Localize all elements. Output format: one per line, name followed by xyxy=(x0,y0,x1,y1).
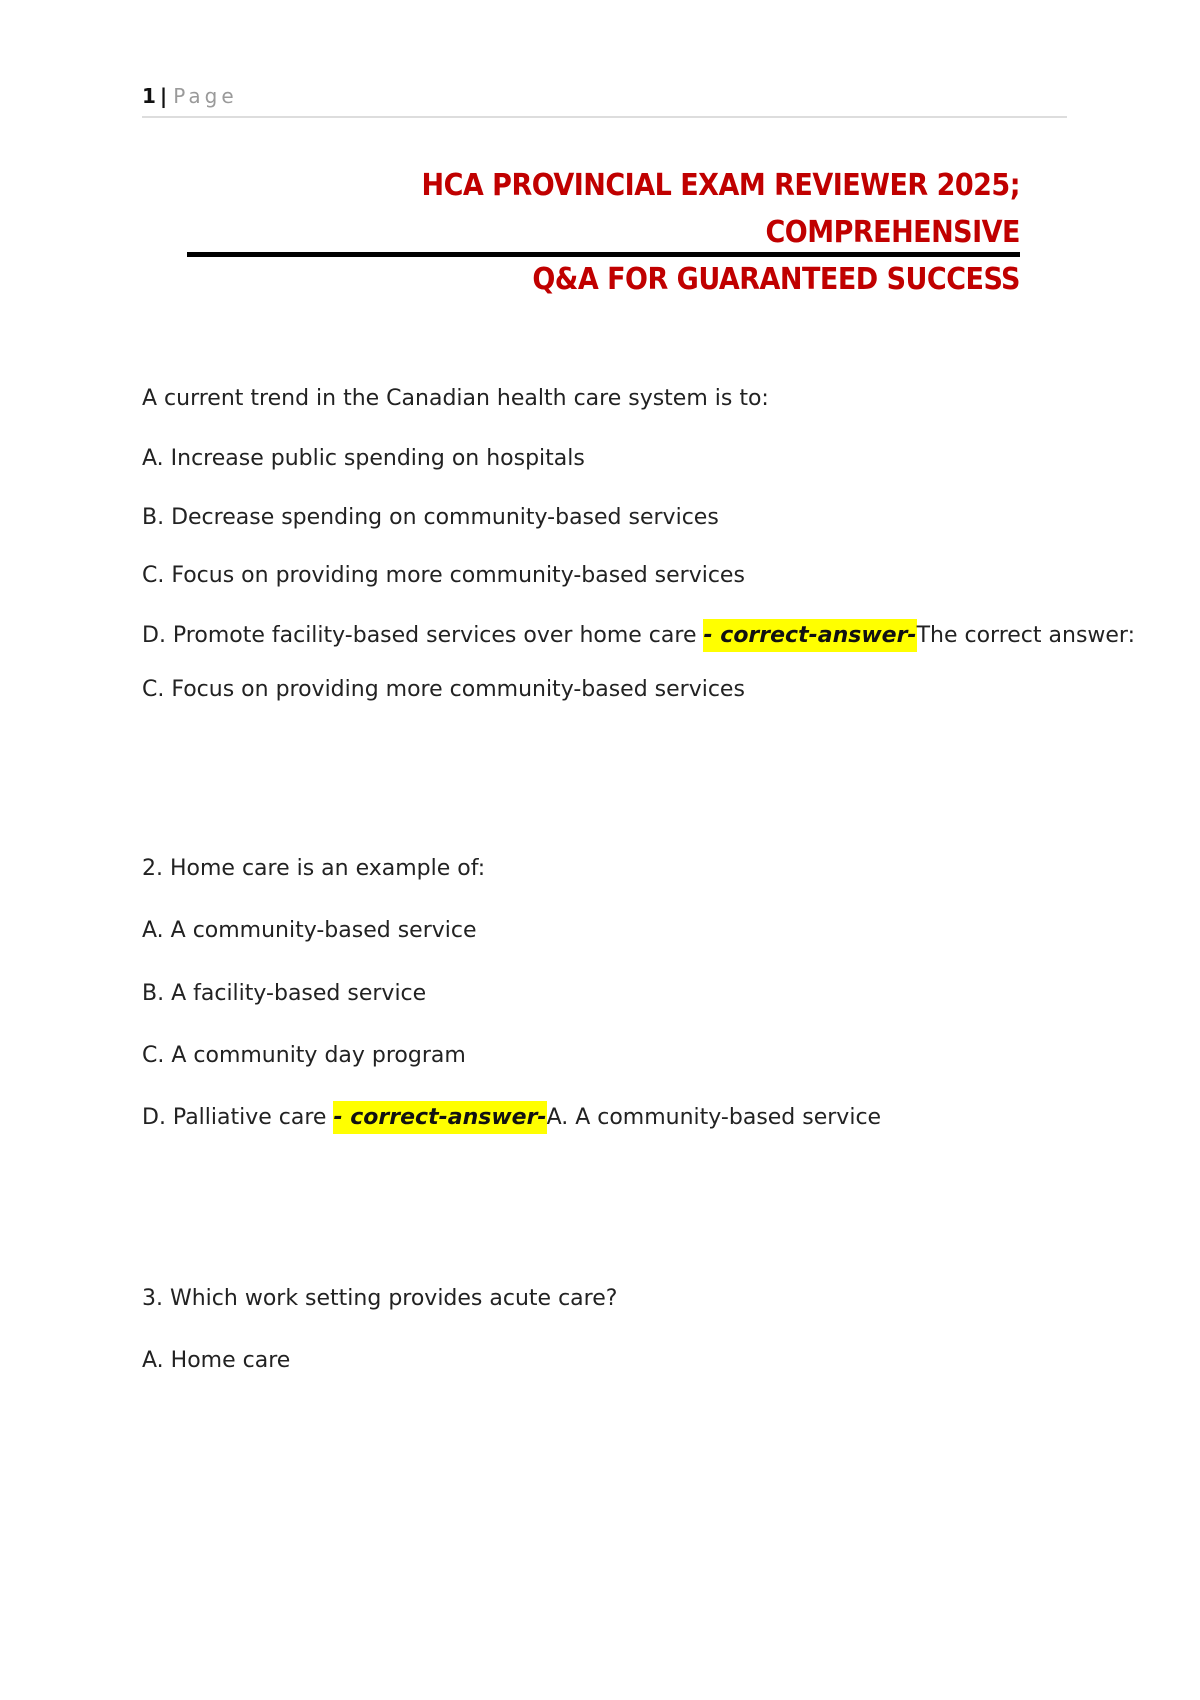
question-2-option-b: B. A facility-based service xyxy=(142,981,427,1006)
question-1-answer: C. Focus on providing more community-based services xyxy=(142,677,745,702)
title-underline xyxy=(187,252,1020,257)
document-title-line-2: Q&A FOR GUARANTEED SUCCESS xyxy=(532,262,1020,297)
question-2-answer-inline: A. A community-based service xyxy=(546,1105,882,1130)
question-1-option-a: A. Increase public spending on hospitals xyxy=(142,446,585,471)
page-separator: | xyxy=(159,84,168,108)
page-header xyxy=(142,84,1067,118)
question-1-option-c: C. Focus on providing more community-based services xyxy=(142,563,745,588)
question-2-prompt: 2. Home care is an example of: xyxy=(142,856,486,881)
question-2-option-a: A. A community-based service xyxy=(142,918,477,943)
question-1-answer-inline: The correct answer: xyxy=(916,623,1135,648)
question-1-option-b: B. Decrease spending on community-based services xyxy=(142,505,719,530)
page-label: Page xyxy=(173,84,238,108)
question-1-prompt: A current trend in the Canadian health care system is to: xyxy=(142,386,769,411)
question-3-prompt: 3. Which work setting provides acute care? xyxy=(142,1286,618,1311)
question-1-option-d-line xyxy=(142,623,1135,648)
question-2-option-c: C. A community day program xyxy=(142,1043,466,1068)
question-1-correct-answer-marker: - correct-answer- xyxy=(703,619,916,652)
question-1-option-d: D. Promote facility-based services over home care xyxy=(142,623,704,648)
question-3-option-a: A. Home care xyxy=(142,1348,291,1373)
question-2-option-d-line xyxy=(142,1105,881,1130)
document-title-line-1: HCA PROVINCIAL EXAM REVIEWER 2025; COMPREHENSIVE xyxy=(421,168,1020,250)
question-2-correct-answer-marker: - correct-answer- xyxy=(333,1101,546,1134)
document-title xyxy=(180,162,1020,303)
page-number: 1 xyxy=(142,84,156,108)
question-2-option-d: D. Palliative care xyxy=(142,1105,334,1130)
